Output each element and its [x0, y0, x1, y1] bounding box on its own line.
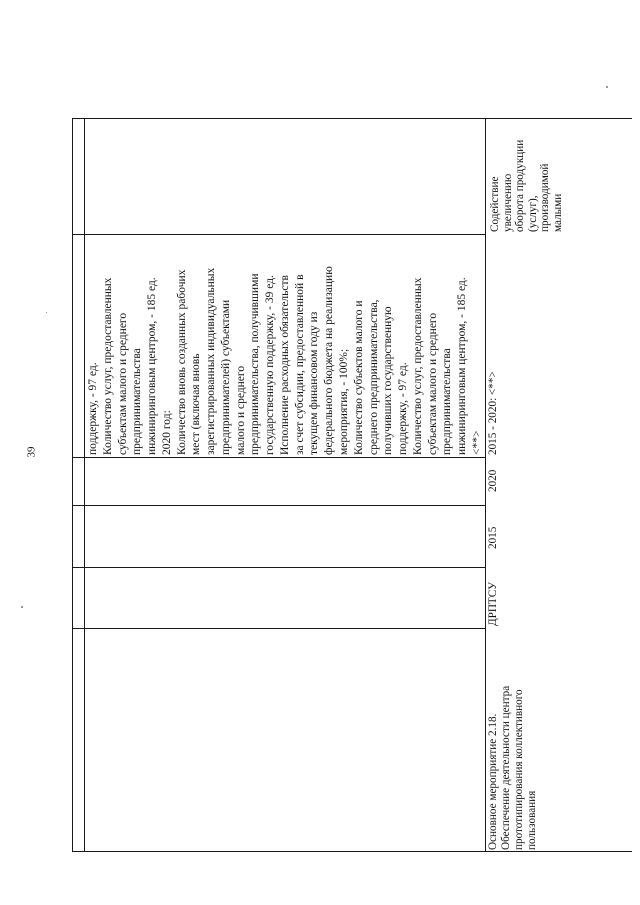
scan-speck — [21, 606, 23, 608]
indicator-line: среднего предпринимательства, — [367, 299, 380, 455]
indicator-line: мест (включая вновь — [190, 353, 203, 455]
indicator-line: малого и среднего — [234, 365, 247, 455]
result-line: производимой — [539, 163, 551, 232]
indicators-cell — [86, 266, 485, 455]
page-number: 39 — [25, 446, 38, 458]
indicator-line: предпринимательства, получившими — [249, 273, 262, 455]
indicator-line: <**> — [470, 430, 483, 455]
indicator-line: инжиниринговым центром, - 185 ед. — [146, 277, 159, 455]
table-border-top — [72, 118, 632, 119]
indicator-line: поддержку, - 97 ед. — [87, 362, 99, 455]
measure-line: Основное мероприятие 2.18. — [487, 713, 499, 850]
indicator-line: субъектам малого и среднего — [116, 312, 129, 455]
table-row-divider — [72, 234, 485, 235]
indicator-line: за счет субсидии, предоставленной в — [293, 274, 306, 455]
result-line: малыми — [551, 193, 564, 232]
year-start-cell: 2015 — [487, 526, 499, 549]
indicator-line: Количество услуг, предоставленных — [101, 277, 114, 455]
table-border-left — [72, 118, 73, 852]
table-column-divider — [84, 118, 85, 852]
indicator-line: инжиниринговым центром, - 185 ед. — [456, 277, 469, 455]
indicator-line: Количество услуг, предоставленных — [411, 277, 424, 455]
indicator-line: Количество вновь созданных рабочих — [175, 269, 188, 455]
indicator-line: предпринимательства — [441, 348, 454, 455]
scan-speck — [46, 312, 47, 313]
period-cell: 2015 - 2020: <**> — [487, 371, 499, 455]
table-border-bottom — [72, 851, 632, 852]
indicator-line: предпринимательства — [131, 348, 144, 455]
result-line: (услуг), — [526, 195, 539, 232]
year-end-cell: 2020 — [487, 469, 499, 492]
table-row-divider — [72, 505, 485, 506]
table-column-divider — [485, 118, 486, 852]
indicator-line: текущем финансовом году из — [308, 311, 321, 455]
measure-line: пользования — [526, 790, 538, 850]
result-cell — [489, 140, 564, 232]
table-row-divider — [72, 457, 485, 458]
result-line: Содействие — [489, 176, 501, 232]
indicator-line: субъектам малого и среднего — [426, 312, 439, 455]
result-line: увеличению — [501, 173, 514, 232]
indicator-line: Количество субъектов малого и — [352, 300, 365, 455]
measure-line: Обеспечение деятельности центра — [500, 685, 512, 850]
indicator-line: зарегистрированных индивидуальных — [205, 267, 218, 455]
measure-line: прототипирования коллективного — [513, 689, 525, 850]
table-row-divider — [72, 628, 485, 629]
executor-cell: ДРПТСУ — [487, 581, 499, 626]
indicator-line: 2020 год: — [160, 410, 173, 455]
indicator-line: Исполнение расходных обязательств — [278, 275, 291, 455]
scan-speck — [606, 86, 608, 88]
table-row-divider — [72, 567, 485, 568]
indicator-line: получивших государственную — [382, 306, 395, 455]
result-line: оборота продукции — [514, 139, 526, 232]
indicator-line: федерального бюджета на реализацию — [323, 266, 336, 455]
indicator-line: государственную поддержку, - 39 ед. — [264, 275, 277, 455]
indicator-line: предпринимателей) субъектами — [219, 299, 232, 455]
indicator-line: поддержку, - 97 ед. — [397, 362, 410, 455]
indicator-line: мероприятия, - 100%; — [338, 348, 351, 455]
